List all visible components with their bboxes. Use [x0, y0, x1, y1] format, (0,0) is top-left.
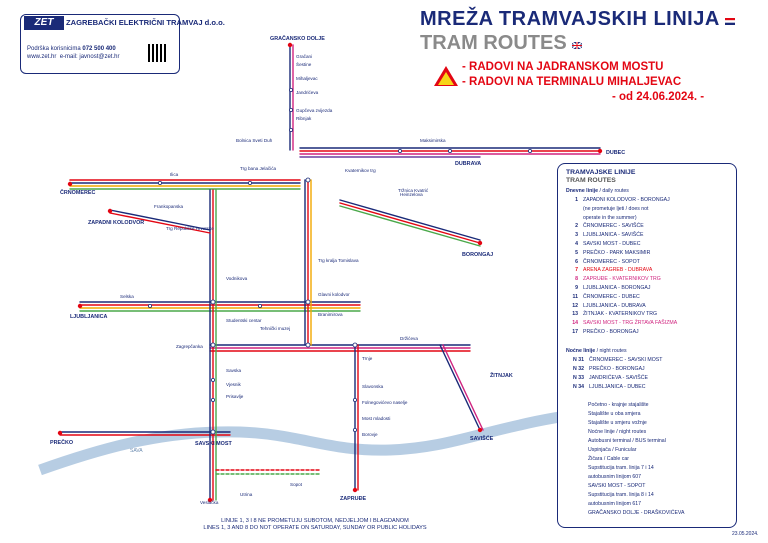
night-route-number: N 34: [573, 384, 584, 390]
terminal-precko: PREČKO: [50, 440, 74, 446]
station-label: Trg kralja Tomislava: [318, 258, 359, 263]
legend-night-heading: [566, 348, 627, 354]
legend-night-row: [566, 384, 646, 390]
route-name: ŽITNJAK - KVATERNIKOV TRG: [583, 311, 658, 318]
legend-route-row: [566, 259, 640, 265]
legend-symbol-text: SAVSKI MOST - SOPOT: [588, 483, 646, 489]
footer-note-hr: LINIJE 1, 3 I 8 NE PROMETUJU SUBOTOM, NEDJELJOM I BLAGDANOM: [221, 518, 409, 524]
night-route-number: N 32: [573, 366, 584, 372]
legend-symbol-text: Autobusni terminal / BUS terminal: [588, 438, 666, 444]
station-label: Držićeva: [400, 336, 418, 341]
legend-title: TRAMVAJSKE LINIJE: [566, 169, 636, 176]
route-name: ČRNOMEREC - SOPOT: [583, 258, 640, 265]
route-number: 5: [575, 249, 578, 256]
legend-route-row: [566, 303, 646, 309]
route-name: ZAPADNI KOLODVOR - BORONGAJ: [583, 197, 670, 203]
footer-note-en: LINES 1, 3 AND 8 DO NOT OPERATE ON SATURDAY, SUNDAY OR PUBLIC HOLIDAYS: [203, 525, 427, 531]
title-english: TRAM ROUTES: [420, 32, 567, 54]
terminal-zapadni-kolodvor: ZAPADNI KOLODVOR: [88, 220, 145, 226]
route-number: 6: [575, 258, 578, 265]
station-label: Trnje: [362, 356, 373, 361]
route-name: ZAPRUĐE - KVATERNIKOV TRG: [583, 276, 661, 283]
route-name: SAVSKI MOST - TRG ŽRTAVA FAŠIZMA: [583, 320, 678, 327]
station-label: Borovje: [362, 432, 378, 437]
station-label: Glavni kolodvor: [318, 292, 350, 297]
route-number: 2: [575, 223, 578, 230]
tram-lines: [60, 45, 600, 500]
route-name: LJUBLJANICA - BORONGAJ: [583, 285, 651, 291]
legend-route-row: [566, 197, 670, 203]
legend-symbol-text: Stajalište u oba smjera: [588, 411, 641, 417]
issue-date: 23.05.2024.: [732, 531, 759, 537]
station-label: Prisavlje: [226, 394, 244, 399]
route-name: SAVSKI MOST - DUBEC: [583, 241, 641, 247]
legend-symbol-text: Početno - krajnje stajalište: [588, 402, 649, 408]
station-label: Heinzelova: [400, 192, 423, 197]
station-label: Jandrićeva: [296, 90, 319, 95]
terminal-zaprude: ZAPRUĐE: [340, 496, 367, 502]
station-label: Slavonska: [362, 384, 384, 389]
night-route-number: N 33: [573, 375, 584, 381]
terminal-crnomerec: ČRNOMEREC: [60, 190, 96, 196]
legend-route-row: [566, 223, 644, 229]
title-croatian: MREŽA TRAMVAJSKIH LINIJA: [420, 8, 720, 30]
route-name: operate in the summer): [583, 214, 637, 221]
night-route-number: N 31: [573, 357, 584, 363]
station-label: Bolnica Sveti Duh: [236, 138, 273, 143]
route-name: ARENA ZAGREB - DUBRAVA: [583, 267, 653, 274]
terminal-savski-most: SAVSKI MOST: [195, 441, 232, 447]
night-route-name: PREČKO - BORONGAJ: [589, 366, 645, 372]
qr-code-icon[interactable]: [148, 44, 166, 62]
station-label: Gračani: [296, 54, 313, 59]
route-name: LJUBLJANICA - DUBRAVA: [583, 302, 646, 309]
route-number: 17: [572, 329, 578, 335]
station-label: Branimirova: [318, 312, 343, 317]
station-label: Tehnički muzej: [260, 326, 291, 331]
notice-line: - RADOVI NA JADRANSKOM MOSTU: [462, 61, 664, 73]
route-name: PREČKO - BORONGAJ: [583, 329, 639, 335]
station-label: Studentski centar: [226, 318, 262, 323]
river-label: SAVA: [130, 448, 143, 454]
legend-route-row: [566, 206, 648, 212]
route-number: 7: [575, 267, 578, 274]
station-label: Vjesnik: [226, 382, 241, 387]
legend-night-row: [566, 375, 648, 381]
station-label: Vodnikova: [226, 276, 248, 281]
station-label: Utrina: [240, 492, 253, 497]
legend-title-en: TRAM ROUTES: [566, 177, 616, 184]
route-name: (ne prometuje ljeti / does not: [583, 205, 649, 212]
legend-night-row: [566, 357, 662, 363]
legend-symbol-text: Uspinjača / Funicular: [588, 447, 637, 453]
station-label: Frankopanska: [154, 204, 184, 209]
night-route-name: ČRNOMEREC - SAVSKI MOST: [589, 357, 663, 363]
terminal-zitnjak: ŽITNJAK: [490, 373, 513, 379]
station-label: Maksimirska: [420, 138, 446, 143]
night-label-en: / night routes: [596, 348, 627, 354]
route-number: 3: [575, 232, 578, 239]
station-label: Trg Republike Hrvatske: [166, 226, 214, 231]
route-number: 9: [575, 285, 578, 291]
legend-route-row: [566, 241, 640, 247]
terminal-borongaj: BORONGAJ: [462, 252, 494, 258]
terminal-savisce: SAVIŠĆE: [470, 436, 494, 442]
station-label: Kvaternikov trg: [345, 168, 376, 173]
website-link[interactable]: www.zet.hr: [27, 54, 57, 60]
route-number: 13: [572, 311, 578, 318]
legend-route-row: [566, 311, 657, 317]
footer-note: [200, 518, 430, 532]
route-number: 11: [572, 293, 578, 300]
night-label: Noćne linije: [566, 348, 596, 354]
route-name: ČRNOMEREC - DUBEC: [583, 293, 640, 300]
route-legend: [557, 163, 737, 528]
support-label: Podrška korisnicima: [27, 46, 81, 52]
legend-daily-heading: [566, 188, 629, 194]
station-label: Ilica: [170, 172, 179, 177]
page-title: [420, 8, 735, 31]
legend-symbol-text: autobusnim linijom 607: [588, 474, 642, 480]
legend-route-row: [566, 215, 637, 221]
legend-route-row: [566, 267, 652, 273]
station-label: Sopot: [290, 482, 303, 487]
legend-symbol-text: Žičara / Cable car: [588, 456, 629, 462]
terminal-gracansko-dolje: GRAČANSKO DOLJE: [270, 36, 325, 42]
station-label: Šestine: [296, 62, 312, 67]
route-number: 8: [575, 276, 578, 283]
station-label: Veslačka: [200, 500, 219, 505]
legend-route-row: [566, 320, 677, 326]
route-number: 12: [572, 302, 578, 309]
uk-flag-icon: [572, 42, 582, 49]
legend-route-row: [566, 329, 639, 335]
legend-symbol-text: GRAČANSKO DOLJE - DRAŠKOVIĆEVA: [588, 510, 685, 516]
terminal-ljubljanica: LJUBLJANICA: [70, 314, 108, 320]
station-label: Mihaljevac: [296, 76, 318, 81]
legend-route-row: [566, 294, 640, 300]
station-label: Zagrepčanka: [176, 344, 203, 349]
croatian-flag-icon: [725, 18, 735, 25]
night-route-name: LJUBLJANICA - DUBEC: [589, 384, 646, 390]
works-notice: [462, 60, 704, 105]
sava-river: [40, 416, 565, 470]
notice-line: - od 24.06.2024. -: [612, 91, 705, 103]
terminal-dubrava: DUBRAVA: [455, 161, 482, 167]
page-subtitle: [420, 32, 582, 55]
station-label: Trg bana Jelačića: [240, 166, 277, 171]
route-number: 4: [575, 241, 578, 247]
station-label: Gupčeva zvijezda: [296, 108, 333, 113]
station-label: Folnegovićevo naselje: [362, 400, 408, 405]
station-label: Selska: [120, 294, 134, 299]
station-label: Savska: [226, 368, 242, 373]
legend-symbol-text: autobusnim linijom 617: [588, 501, 642, 507]
legend-route-row: [566, 285, 650, 291]
company-name: ZAGREBAČKI ELEKTRIČNI TRAMVAJ d.o.o.: [66, 18, 225, 27]
route-number: 14: [572, 320, 578, 327]
legend-night-row: [566, 366, 645, 372]
daily-label-en: / daily routes: [599, 188, 629, 194]
legend-symbol-text: Stajalište u smjeru vožnje: [588, 420, 647, 426]
notice-line: - RADOVI NA TERMINALU MIHALJEVAC: [462, 76, 682, 88]
roadworks-warning-icon-inner: [438, 72, 454, 85]
legend-route-row: [566, 232, 643, 238]
support-info: [27, 45, 119, 61]
legend-symbol-text: Noćne linije / night routes: [588, 429, 647, 435]
zet-logo: ZET: [24, 16, 64, 30]
daily-label: Dnevne linije: [566, 188, 598, 194]
route-name: PREČKO - PARK MAKSIMIR: [583, 249, 651, 256]
legend-symbol-text: Supstitucija tram. linija 8 i 14: [588, 492, 654, 498]
route-name: ČRNOMEREC - SAVIŠĆE: [583, 223, 644, 230]
station-label: Ribnjak: [296, 116, 312, 121]
email-link[interactable]: e-mail: javnost@zet.hr: [59, 54, 120, 60]
night-route-name: JANDRIĆEVA - SAVIŠĆE: [589, 375, 648, 381]
terminal-dubec: DUBEC: [606, 150, 626, 156]
route-number: 1: [575, 197, 578, 203]
support-phone[interactable]: 072 500 400: [82, 46, 116, 52]
legend-route-row: [566, 250, 650, 256]
legend-route-row: [566, 276, 661, 282]
legend-symbol-text: Supstitucija tram. linija 7 i 14: [588, 465, 654, 471]
station-label: Tržnica Kvatrić: [398, 188, 429, 193]
station-label: Most mladosti: [362, 416, 391, 421]
route-name: LJUBLJANICA - SAVIŠĆE: [583, 232, 644, 239]
